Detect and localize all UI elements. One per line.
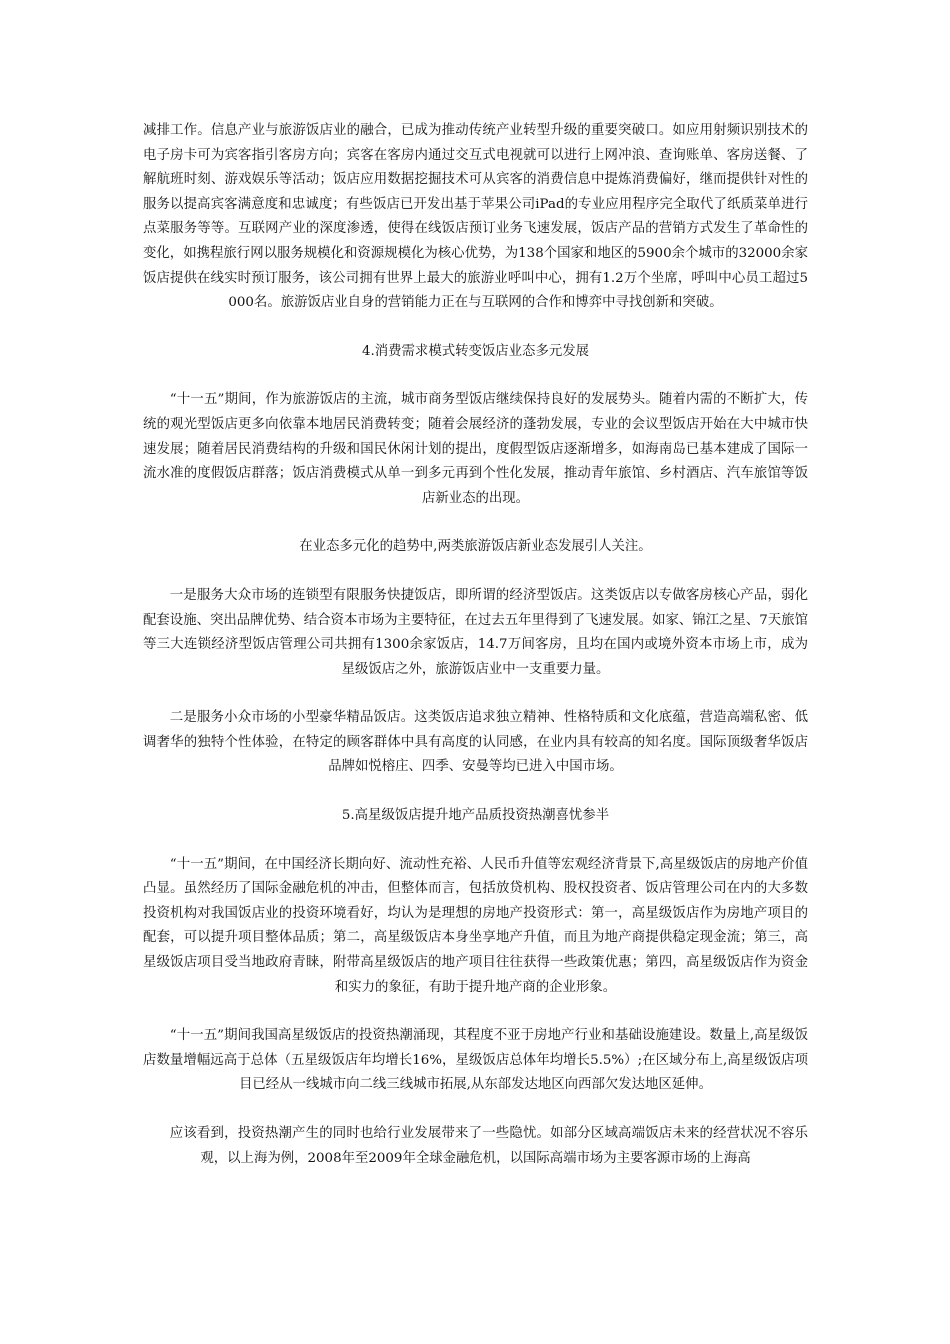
spacer [143,316,808,340]
spacer [143,364,808,388]
paragraph-consumption-demand: “十一五”期间，作为旅游饭店的主流，城市商务型饭店继续保持良好的发展势头。随着内需的不断扩大，传统的观光型饭店更多向依靠本地居民消费转变；随着会展经济的蓬勃发展，专业的会议型饭店开始在大中城市快速发展；随着居民消费结构的升级和国民休闲计划的提出，度假型饭店逐渐增多，如海南岛已基本建成了国际一流水准的度假饭店群落；饭店消费模式从单一到多元再到个性化发展，推动青年旅馆、乡村酒店、汽车旅馆等饭店新业态的出现。 [143,392,808,506]
paragraph-investment-boom: “十一五”期间我国高星级饭店的投资热潮涌现，其程度不亚于房地产行业和基础设施建设。数量上,高星级饭店数量增幅远高于总体（五星级饭店年均增长16%，星级饭店总体年均增长5.5%）;在区域分布上,高星级饭店项目已经从一线城市向二线三线城市拓展,从东部发达地区向西部欠发达地区延伸。 [143,1028,808,1093]
spacer [143,1098,808,1122]
paragraph-real-estate-value: “十一五”期间，在中国经济长期向好、流动性充裕、人民币升值等宏观经济背景下,高星级饭店的房地产价值凸显。虽然经历了国际金融危机的冲击，但整体而言，包括放贷机构、股权投资者、饭店管理公司在内的大多数投资机构对我国饭店业的投资环境看好，均认为是理想的房地产投资形式：第一，高星级饭店作为房地产项目的配套，可以提升项目整体品质；第二，高星级饭店本身坐享地产升值，而且为地产商提供稳定现金流；第三，高星级饭店项目受当地政府青睐，附带高星级饭店的地产项目往往获得一些政策优惠；第四，高星级饭店作为资金和实力的象征，有助于提升地产商的企业形象。 [143,856,808,995]
spacer [143,682,808,706]
spacer [143,780,808,804]
section-heading-4: 4.消费需求模式转变饭店业态多元发展 [361,343,590,359]
section-heading-5: 5.高星级饭店提升地产品质投资热潮喜忧参半 [341,808,610,824]
spacer [143,560,808,584]
spacer [143,511,808,535]
paragraph-concerns: 应该看到，投资热潮产生的同时也给行业发展带来了一些隐忧。如部分区域高端饭店未来的经营状况不容乐观，以上海为例，2008年至2009年全球金融危机，以国际高端市场为主要客源市场的上海高 [169,1126,808,1166]
paragraph-economy-hotels: 一是服务大众市场的连锁型有限服务快捷饭店，即所谓的经济型饭店。这类饭店以专做客房核心产品，弱化配套设施、突出品牌优势、结合资本市场为主要特征，在过去五年里得到了飞速发展。如家、锦江之星、7天旅馆等三大连锁经济型饭店管理公司共拥有1300余家饭店，14.7万间客房，且均在国内或境外资本市场上市，成为星级饭店之外，旅游饭店业中一支重要力量。 [143,587,808,677]
spacer [143,829,808,853]
document-page [143,119,808,1171]
paragraph-boutique-hotels: 二是服务小众市场的小型豪华精品饭店。这类饭店追求独立精神、性格特质和文化底蕴，营造高端私密、低调奢华的独特个性体验，在特定的顾客群体中具有高度的认同感，在业内具有较高的知名度。国际顶级奢华饭店品牌如悦榕庄、四季、安曼等均已进入中国市场。 [143,710,808,775]
paragraph-new-formats-intro: 在业态多元化的趋势中,两类旅游饭店新业态发展引人关注。 [299,539,652,555]
spacer [143,1000,808,1024]
paragraph-info-industry: 减排工作。信息产业与旅游饭店业的融合，已成为推动传统产业转型升级的重要突破口。如应用射频识别技术的电子房卡可为宾客指引客房方向；宾客在客房内通过交互式电视就可以进行上网冲浪、查询账单、客房送餐、了解航班时刻、游戏娱乐等活动；饭店应用数据挖掘技术可从宾客的消费信息中提炼消费偏好，继而提供针对性的服务以提高宾客满意度和忠诚度；有些饭店已开发出基于苹果公司iPad的专业应用程序完全取代了纸质菜单进行点菜服务等等。互联网产业的深度渗透，使得在线饭店预订业务飞速发展，饭店产品的营销方式发生了革命性的变化，如携程旅行网以服务规模化和资源规模化为核心优势，为138个国家和地区的5900余个城市的32000余家饭店提供在线实时预订服务，该公司拥有世界上最大的旅游业呼叫中心，拥有1.2万个坐席，呼叫中心员工超过5000名。旅游饭店业自身的营销能力正在与互联网的合作和博弈中寻找创新和突破。 [143,123,808,311]
